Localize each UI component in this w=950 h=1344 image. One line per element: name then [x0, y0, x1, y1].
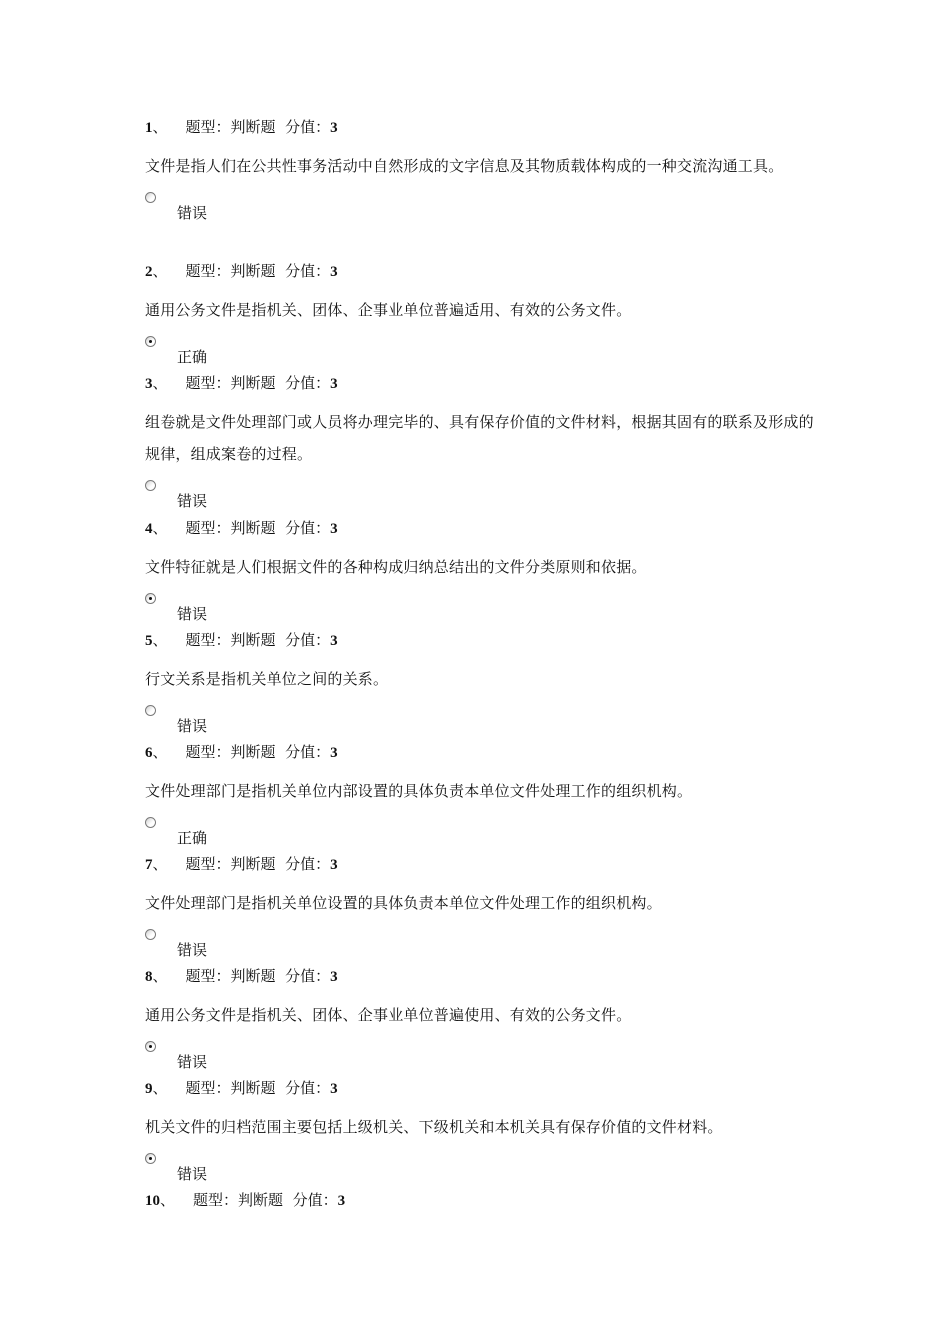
question-7: [145, 854, 815, 965]
question-number: 4: [145, 521, 153, 537]
question-type: 题型：判断题: [185, 855, 276, 873]
number-separator: 、: [152, 1079, 168, 1097]
answer-option: [145, 326, 815, 372]
question-2: [145, 261, 815, 372]
answer-option: [145, 470, 815, 516]
score-label: 分值：: [285, 374, 331, 392]
score-value: 3: [330, 969, 338, 985]
question-text: 组卷就是文件处理部门或人员将办理完毕的、具有保存价值的文件材料，根据其固有的联系及形成的规律，组成案卷的过程。: [145, 413, 814, 463]
question-text: 机关文件的归档范围主要包括上级机关、下级机关和本机关具有保存价值的文件材料。: [145, 1118, 723, 1136]
question-type: 题型：判断题: [185, 631, 276, 649]
answer-option: [145, 919, 815, 965]
score-label: 分值：: [285, 743, 331, 761]
question-8: [145, 966, 815, 1077]
question-text: 行文关系是指机关单位之间的关系。: [145, 670, 389, 688]
question-5: [145, 630, 815, 741]
question-header: [145, 966, 815, 986]
answer-radio-checked[interactable]: [145, 1041, 156, 1052]
question-header: [145, 261, 815, 281]
question-header: [145, 854, 815, 874]
question-header: [145, 518, 815, 538]
score-label: 分值：: [285, 1079, 331, 1097]
answer-label: 错误: [177, 1053, 208, 1071]
score-value: 3: [330, 264, 338, 280]
question-1: [145, 117, 815, 228]
question-header: [145, 117, 815, 137]
answer-radio[interactable]: [145, 192, 156, 203]
score-label: 分值：: [292, 1191, 338, 1209]
score-value: 3: [330, 633, 338, 649]
answer-label: 正确: [177, 348, 208, 366]
question-type: 题型：判断题: [185, 967, 276, 985]
question-4: [145, 518, 815, 629]
answer-radio[interactable]: [145, 480, 156, 491]
question-header: [145, 1078, 815, 1098]
answer-radio[interactable]: [145, 705, 156, 716]
score-value: 3: [330, 120, 338, 136]
answer-option: [145, 695, 815, 741]
question-number: 6: [145, 745, 153, 761]
answer-label: 错误: [177, 605, 208, 623]
question-number: 8: [145, 969, 153, 985]
question-text: 文件是指人们在公共性事务活动中自然形成的文字信息及其物质载体构成的一种交流沟通工具。: [145, 157, 784, 175]
score-value: 3: [330, 1081, 338, 1097]
number-separator: 、: [152, 262, 168, 280]
answer-label: 错误: [177, 1165, 208, 1183]
answer-label: 错误: [177, 204, 208, 222]
answer-radio-checked[interactable]: [145, 593, 156, 604]
score-label: 分值：: [285, 262, 331, 280]
question-type: 题型：判断题: [185, 118, 276, 136]
question-text: 通用公务文件是指机关、团体、企事业单位普遍适用、有效的公务文件。: [145, 301, 632, 319]
question-header: [145, 373, 815, 393]
question-header: [145, 742, 815, 762]
number-separator: 、: [160, 1191, 176, 1209]
score-value: 3: [330, 745, 338, 761]
score-value: 3: [330, 521, 338, 537]
answer-label: 错误: [177, 717, 208, 735]
question-3: [145, 373, 815, 516]
question-type: 题型：判断题: [185, 374, 276, 392]
score-value: 3: [330, 376, 338, 392]
answer-option: [145, 1031, 815, 1077]
question-9: [145, 1078, 815, 1189]
question-text: 通用公务文件是指机关、团体、企事业单位普遍使用、有效的公务文件。: [145, 1006, 632, 1024]
question-number: 1: [145, 120, 153, 136]
answer-label: 错误: [177, 492, 208, 510]
answer-radio-checked[interactable]: [145, 336, 156, 347]
question-number: 7: [145, 857, 153, 873]
question-number: 2: [145, 264, 153, 280]
question-10: [145, 1190, 815, 1210]
answer-option: [145, 807, 815, 853]
question-header: [145, 1190, 815, 1210]
number-separator: 、: [152, 855, 168, 873]
answer-option: [145, 583, 815, 629]
question-number: 3: [145, 376, 153, 392]
number-separator: 、: [152, 631, 168, 649]
score-value: 3: [330, 857, 338, 873]
answer-radio[interactable]: [145, 929, 156, 940]
answer-label: 正确: [177, 829, 208, 847]
answer-option: [145, 1143, 815, 1189]
question-type: 题型：判断题: [185, 519, 276, 537]
score-label: 分值：: [285, 855, 331, 873]
number-separator: 、: [152, 118, 168, 136]
question-type: 题型：判断题: [193, 1191, 284, 1209]
question-type: 题型：判断题: [185, 743, 276, 761]
score-label: 分值：: [285, 967, 331, 985]
question-type: 题型：判断题: [185, 262, 276, 280]
answer-radio[interactable]: [145, 817, 156, 828]
answer-label: 错误: [177, 941, 208, 959]
answer-option: [145, 182, 815, 228]
score-label: 分值：: [285, 631, 331, 649]
score-label: 分值：: [285, 519, 331, 537]
number-separator: 、: [152, 519, 168, 537]
number-separator: 、: [152, 967, 168, 985]
number-separator: 、: [152, 374, 168, 392]
score-value: 3: [337, 1193, 346, 1209]
number-separator: 、: [152, 743, 168, 761]
question-header: [145, 630, 815, 650]
answer-radio-checked[interactable]: [145, 1153, 156, 1164]
score-label: 分值：: [285, 118, 331, 136]
question-text: 文件处理部门是指机关单位内部设置的具体负责本单位文件处理工作的组织机构。: [145, 782, 693, 800]
question-6: [145, 742, 815, 853]
question-number: 5: [145, 633, 153, 649]
question-type: 题型：判断题: [185, 1079, 276, 1097]
question-number: 9: [145, 1081, 153, 1097]
question-number: 10: [145, 1193, 160, 1209]
question-text: 文件处理部门是指机关单位设置的具体负责本单位文件处理工作的组织机构。: [145, 894, 662, 912]
question-text: 文件特征就是人们根据文件的各种构成归纳总结出的文件分类原则和依据。: [145, 558, 647, 576]
